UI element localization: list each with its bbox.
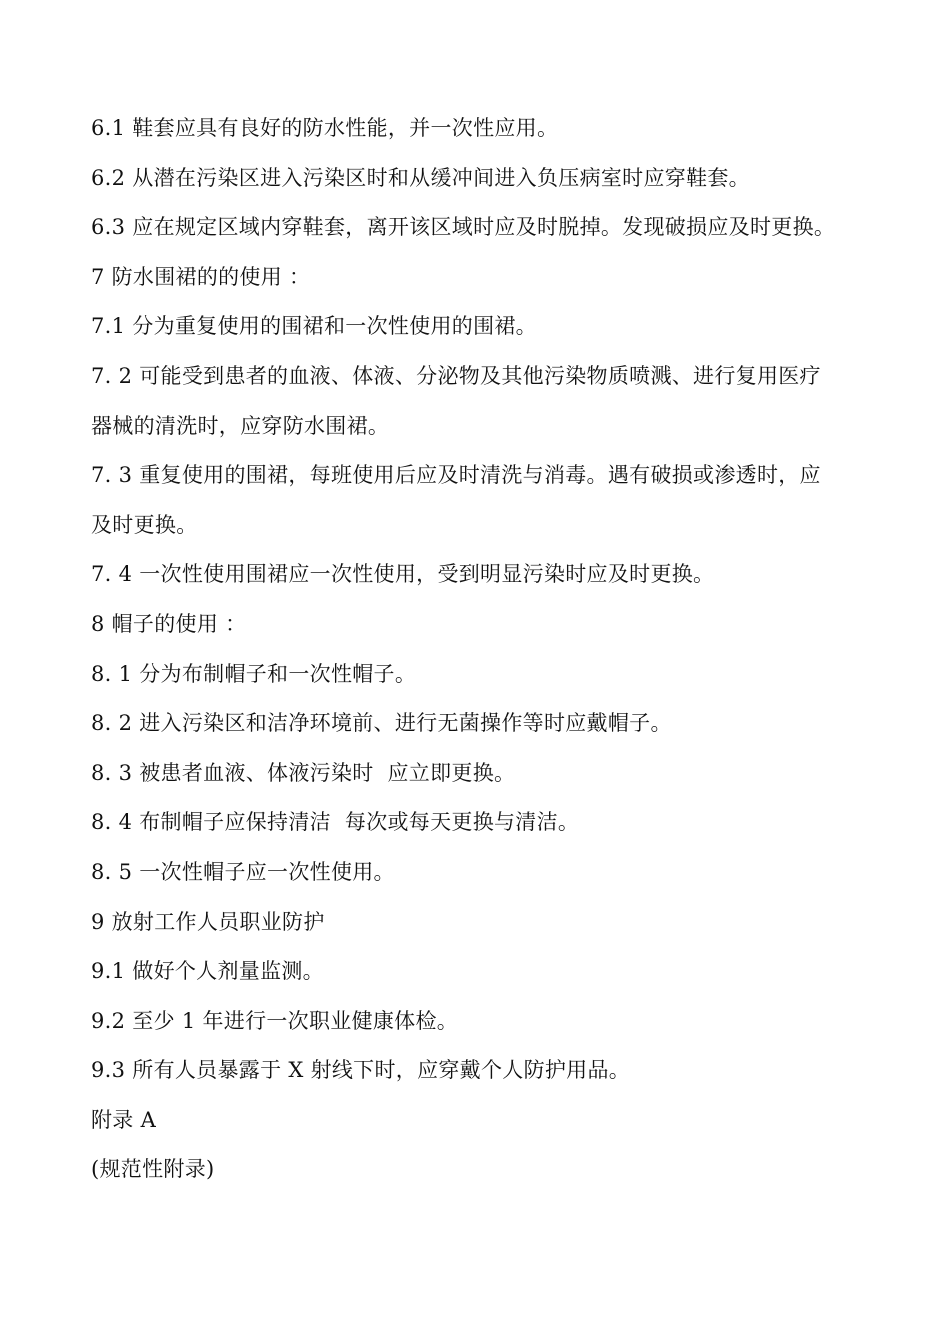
text-line-8-5: 8. 5 一次性帽子应一次性使用。	[91, 859, 395, 884]
text-line-7-2-cont: 器械的清洗时，应穿防水围裙。	[91, 413, 390, 438]
text-line-7-1: 7.1 分为重复使用的围裙和一次性使用的围裙。	[91, 314, 537, 339]
text-line-6-3: 6.3 应在规定区域内穿鞋套，离开该区域时应及时脱掉。发现破损应及时更换。	[91, 215, 836, 240]
text-line-9-1: 9.1 做好个人剂量监测。	[91, 959, 324, 984]
text-line-7-3-cont: 及时更换。	[91, 512, 198, 537]
section-heading-8: 8 帽子的使用 ：	[91, 611, 247, 636]
text-line-9-2: 9.2 至少 1 年进行一次职业健康体检。	[91, 1008, 459, 1033]
text-line-7-2: 7. 2 可能受到患者的血液、体液、分泌物及其他污染物质喷溅、进行复用医疗	[91, 363, 821, 388]
appendix-title: 附录 A	[91, 1107, 157, 1132]
text-line-7-4: 7. 4 一次性使用围裙应一次性使用，受到明显污染时应及时更换。	[91, 562, 715, 587]
text-line-8-4: 8. 4 布制帽子应保持清洁 每次或每天更换与清洁。	[91, 810, 580, 835]
text-line-8-3: 8. 3 被患者血液、体液污染时 应立即更换。	[91, 760, 516, 785]
document-body	[91, 104, 871, 1195]
appendix-subtitle: (规范性附录)	[91, 1157, 215, 1182]
text-line-8-1: 8. 1 分为布制帽子和一次性帽子。	[91, 661, 417, 686]
section-heading-7: 7 防水围裙的的使用 ：	[91, 264, 311, 289]
text-line-6-1: 6.1 鞋套应具有良好的防水性能，并一次性应用。	[91, 116, 559, 140]
text-line-8-2: 8. 2 进入污染区和洁净环境前、进行无菌操作等时应戴帽子。	[91, 711, 672, 736]
text-line-6-2: 6.2 从潜在污染区进入污染区时和从缓冲间进入负压病室时应穿鞋套。	[91, 165, 750, 190]
text-line-9-3: 9.3 所有人员暴露于 X 射线下时，应穿戴个人防护用品。	[91, 1058, 631, 1083]
text-line-7-3: 7. 3 重复使用的围裙，每班使用后应及时清洗与消毒。遇有破损或渗透时，应	[91, 463, 821, 488]
section-heading-9: 9 放射工作人员职业防护	[91, 909, 325, 934]
